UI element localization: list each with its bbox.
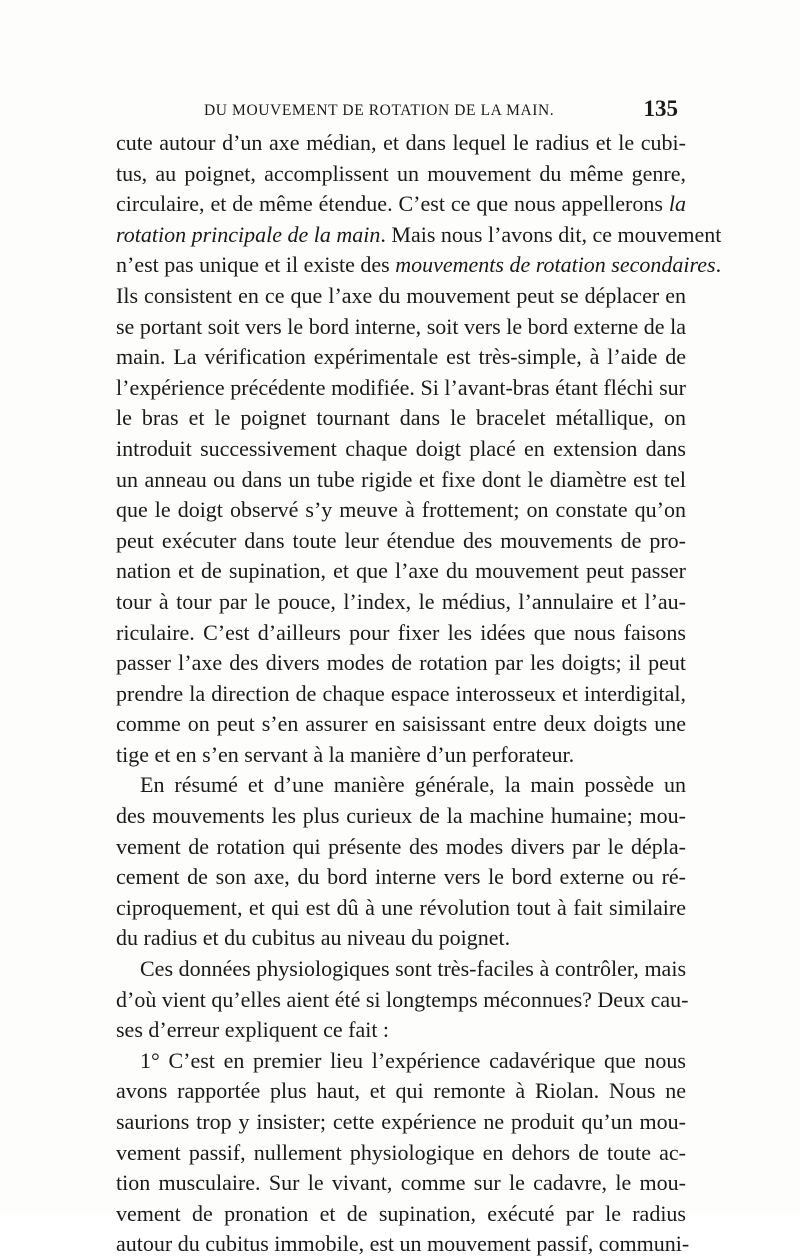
text-line — [116, 250, 722, 281]
text-line: du radius et du cubitus au niveau du poignet. — [116, 925, 511, 951]
text-line: vement de pronation et de supination, exécuté par le radius — [116, 1200, 686, 1226]
italic-term: rotation principale de la main — [116, 221, 381, 247]
running-head: DU MOUVEMENT DE ROTATION DE LA MAIN. — [204, 102, 555, 119]
text-segment: circulaire, et de même étendue. C’est ce que nous appellerons — [116, 191, 669, 217]
text-segment: n’est pas unique et il existe des — [116, 252, 396, 278]
text-line: nation et de supination, et que l’axe du mouvement peut passer — [116, 558, 686, 584]
text-line: ciproquement, et qui est dû à une révolution tout à fait similaire — [116, 894, 686, 920]
text-segment: . Mais nous l’avons dit, ce mouvement — [380, 221, 722, 247]
text-line: ses d’erreur expliquent ce fait : — [116, 1017, 390, 1043]
text-line: se portant soit vers le bord interne, soit vers le bord externe de la — [116, 313, 686, 339]
text-segment: . — [715, 252, 722, 278]
text-line: introduit successivement chaque doigt placé en extension dans — [116, 435, 686, 461]
text-line: que le doigt observé s’y meuve à frottement; on constate qu’on — [116, 497, 686, 523]
text-line: riculaire. C’est d’ailleurs pour fixer les idées que nous faisons — [116, 619, 686, 645]
text-line: avons rapportée plus haut, et qui remonte à Riolan. Nous ne — [116, 1078, 686, 1104]
text-line: cement de son axe, du bord interne vers le bord externe ou ré- — [116, 864, 686, 890]
text-line: comme on peut s’en assurer en saisissant entre deux doigts une — [116, 711, 686, 737]
text-line: Ils consistent en ce que l’axe du mouvement peut se déplacer en — [116, 282, 686, 308]
text-line: En résumé et d’une manière générale, la main possède un — [140, 772, 686, 798]
text-line: cute autour d’un axe médian, et dans lequel le radius et le cubi- — [116, 130, 686, 155]
italic-term: mouvements de rotation secondaires — [395, 252, 716, 278]
text-line: passer l’axe des divers modes de rotation par les doigts; il peut — [116, 650, 686, 676]
text-line: main. La vérification expérimentale est très-simple, à l’aide de — [116, 344, 686, 370]
text-line: vement de rotation qui présente des modes divers par le dépla- — [116, 833, 686, 859]
text-line: des mouvements les plus curieux de la machine humaine; mou- — [116, 803, 686, 829]
page-header — [116, 96, 686, 126]
text-line: prendre la direction de chaque espace interosseux et interdigital, — [116, 680, 686, 706]
italic-term: la — [668, 191, 686, 217]
body-text — [116, 128, 722, 1260]
text-line: tus, au poignet, accomplissent un mouvement du même genre, — [116, 160, 686, 186]
text-line: d’où vient qu’elles aient été si longtemps méconnues? Deux cau- — [116, 986, 689, 1012]
text-line — [116, 189, 686, 220]
page-number: 135 — [643, 96, 678, 121]
text-line: peut exécuter dans toute leur étendue des mouvements de pro- — [116, 527, 686, 553]
text-line: tige et en s’en servant à la manière d’un perforateur. — [116, 741, 575, 767]
text-line: autour du cubitus immobile, est un mouvement passif, communi- — [116, 1231, 690, 1257]
text-line: l’expérience précédente modifiée. Si l’avant-bras étant fléchi sur — [116, 374, 686, 400]
text-line: tion musculaire. Sur le vivant, comme sur le cadavre, le mou- — [116, 1170, 686, 1196]
text-line: vement passif, nullement physiologique en dehors de toute ac- — [116, 1139, 686, 1165]
text-line: Ces données physiologiques sont très-faciles à contrôler, mais — [140, 956, 686, 982]
text-line: le bras et le poignet tournant dans le bracelet métallique, on — [116, 405, 686, 431]
text-line: 1° C’est en premier lieu l’expérience cadavérique que nous — [140, 1047, 686, 1073]
text-line: saurions trop y insister; cette expérience ne produit qu’un mou- — [116, 1109, 686, 1134]
text-line: tour à tour par le pouce, l’index, le médius, l’annulaire et l’au- — [116, 588, 686, 614]
text-line — [116, 220, 722, 251]
text-line: un anneau ou dans un tube rigide et fixe dont le diamètre est tel — [116, 466, 686, 492]
